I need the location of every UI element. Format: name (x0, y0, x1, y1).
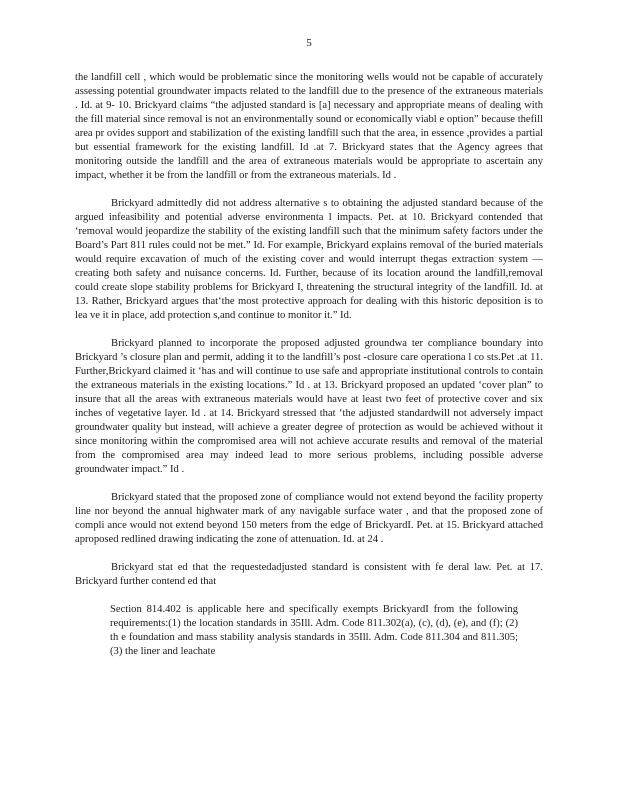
block-quote: Section 814.402 is applicable here and specifically exempts BrickyardI from the following requirements:(1) the location standards in 35Ill. Adm. Code 811.302(a), (c), (d), (e), and (f); (2) th e foundation and mass stability analysis standards in 35Ill. Adm. Code 811.304 and 811.305; (3) the liner and leachate (110, 604, 518, 657)
document-body (75, 71, 543, 659)
paragraph-3: Brickyard planned to incorporate the proposed adjusted groundwa ter compliance boundary into Brickyard ’s closure plan and permit, adding it to the landfill’s post -closure care operationa l co sts.Pet .at 11. Further,Brickyard claimed it ‘has and will continue to use safe and appropriate institutional controls to contain the extraneous materials in the existing locations.” Id . at 13. Brickyard proposed an updated ‘cover plan” to insure that all the areas with extraneous materials would have at least two feet of protective cover and six inches of vegetative layer. Id . at 14. Brickyard stressed that ‘the adjusted standardwill not adversely impact groundwater quality but instead, will achieve a greater degree of protection as would be achieved without it since monitoring within the compromised area will not achieve accurate results and removal of the material from the compromised area may indeed lead to more serious problems, including possible adverse groundwater impact.” Id . (75, 338, 543, 475)
page-number: 5 (306, 37, 312, 49)
paragraph-4: Brickyard stated that the proposed zone of compliance would not extend beyond the facility property line nor beyond the annual highwater mark of any navigable surface water , and that the proposed zone of compli ance would not extend beyond 150 meters from the edge of BrickyardI. Pet. at 15. Brickyard attached aproposed redlined drawing indicating the zone of attenuation. Id. at 24 . (75, 492, 543, 545)
paragraph-5: Brickyard stat ed that the requestedadjusted standard is consistent with fe deral law. Pet. at 17. Brickyard further contend ed that (75, 562, 543, 587)
paragraph-1: the landfill cell , which would be problematic since the monitoring wells would not be capable of accurately assessing potential groundwater impacts related to the landfill due to the presence of the extraneous materials . Id. at 9- 10. Brickyard claims “the adjusted standard is [a] necessary and appropriate means of dealing with the fill material since removal is not an environmentally sound or economically viabl e option” because thefill area pr ovides support and stabilization of the existing landfill such that the area, in essence ,provides a partial but essential framework for the existing landfill. Id .at 7. Brickyard states that the Agency agrees that monitoring outside the landfill and the area of extraneous materials would be appropriate to ascertain any impact, whether it be from the landfill or from the extraneous materials. Id . (75, 72, 543, 181)
paragraph-2: Brickyard admittedly did not address alternative s to obtaining the adjusted standard because of the argued infeasibility and potential adverse environmenta l impacts. Pet. at 10. Brickyard contended that ‘removal would jeopardize the stability of the existing landfill such that the minimum safety factors under the Board’s Part 811 rules could not be met.” Id. For example, Brickyard explains removal of the buried materials would require excavation of much of the existing cover and would interrupt thegas extraction system — creating both safety and nuisance concerns. Id. Further, because of its location around the landfill,removal could create slope stability problems for Brickyard I, threatening the structural integrity of the landfill. Id. at 13. Rather, Brickyard argues that‘the most protective approach for dealing with this historic deposition is to lea ve it in place, add protection s,and continue to monitor it.” Id. (75, 198, 543, 321)
